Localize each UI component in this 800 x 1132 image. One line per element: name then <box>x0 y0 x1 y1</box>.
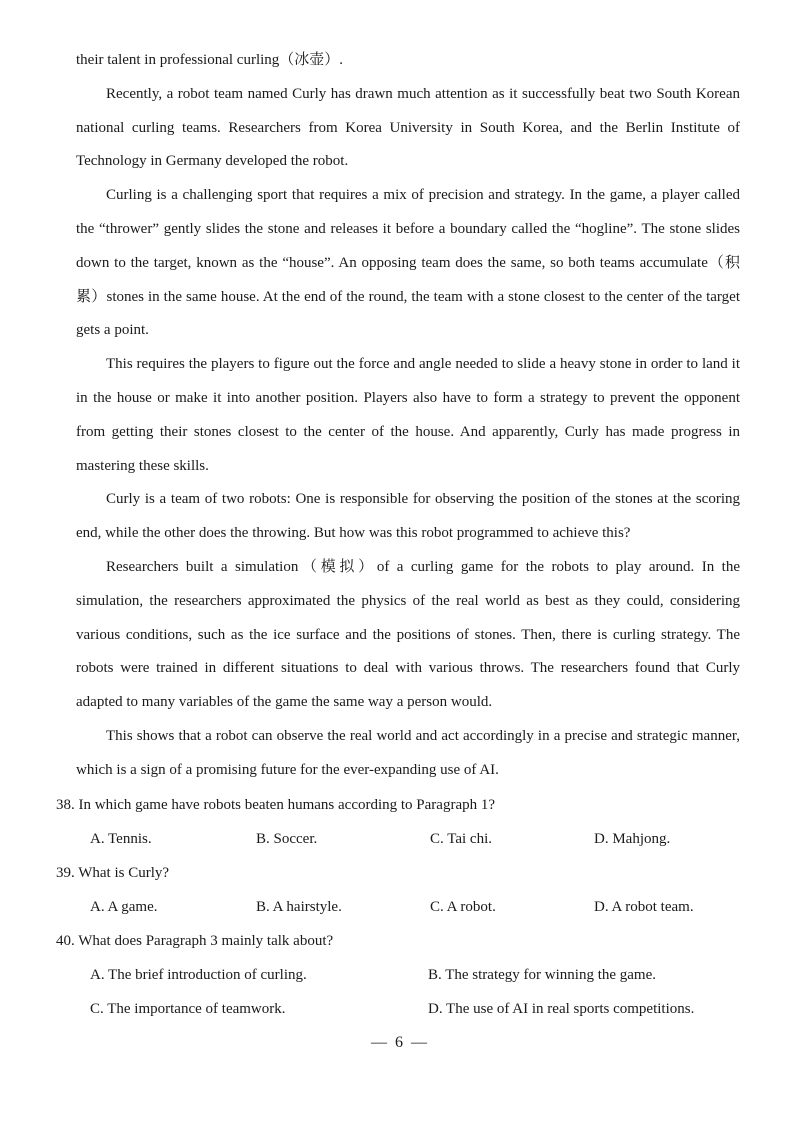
reading-passage <box>76 44 740 788</box>
option-b: B. The strategy for winning the game. <box>428 966 657 983</box>
option-c: C. Tai chi. <box>430 830 492 847</box>
option-a: A. The brief introduction of curling. <box>90 966 307 983</box>
question-39 <box>56 856 740 924</box>
question-options <box>76 992 740 1026</box>
option-c: C. A robot. <box>430 898 496 915</box>
option-b: B. Soccer. <box>256 830 318 847</box>
question-stem: 39. What is Curly? <box>56 864 170 881</box>
passage-paragraph-0: their talent in professional curling（冰壶）. <box>76 52 344 68</box>
option-d: D. A robot team. <box>594 898 694 915</box>
question-40 <box>56 924 740 1026</box>
question-options <box>76 958 740 992</box>
option-b: B. A hairstyle. <box>256 898 342 915</box>
passage-paragraph-2: Curling is a challenging sport that requires a mix of precision and strategy. In the game, a player called the “thrower” gently slides the stone and releases it before a boundary called the “hogline”. The stone slides down to the target, known as the “house”. An opposing team does the same, so both teams accumulate（积累）stones in the same house. At the end of the round, the team with a stone closest to the center of the target gets a point. <box>76 187 740 339</box>
option-a: A. A game. <box>90 898 158 915</box>
passage-paragraph-4: Curly is a team of two robots: One is responsible for observing the position of the stones at the scoring end, while the other does the throwing. But how was this robot programmed to achieve this? <box>76 491 740 542</box>
question-stem: 38. In which game have robots beaten humans according to Paragraph 1? <box>56 796 496 813</box>
option-d: D. The use of AI in real sports competitions. <box>428 1000 695 1017</box>
passage-paragraph-3: This requires the players to figure out the force and angle needed to slide a heavy stone in order to land it in the house or make it into another position. Players also have to form a strategy to prevent the opponent from getting their stones closest to the center of the house. And apparently, Curly has made progress in mastering these skills. <box>76 356 740 474</box>
option-a: A. Tennis. <box>90 830 152 847</box>
question-stem: 40. What does Paragraph 3 mainly talk about? <box>56 932 334 949</box>
question-list <box>56 788 740 1026</box>
question-options <box>76 822 740 856</box>
option-d: D. Mahjong. <box>594 830 671 847</box>
question-options <box>76 890 740 924</box>
option-c: C. The importance of teamwork. <box>90 1000 286 1017</box>
exam-page <box>56 44 740 1026</box>
passage-paragraph-5: Researchers built a simulation（模拟）of a curling game for the robots to play around. In the simulation, the researchers approximated the physics of the real world as best as they could, considering various conditions, such as the ice surface and the positions of stones. Then, there is curling strategy. The robots were trained in different situations to deal with various throws. The researchers found that Curly adapted to many variables of the game the same way a person would. <box>76 558 740 711</box>
page-number: — 6 — <box>371 1034 429 1051</box>
passage-paragraph-6: This shows that a robot can observe the real world and act accordingly in a precise and strategic manner, which is a sign of a promising future for the ever-expanding use of AI. <box>76 727 740 778</box>
passage-paragraph-1: Recently, a robot team named Curly has drawn much attention as it successfully beat two South Korean national curling teams. Researchers from Korea University in South Korea, and the Berlin Institute of Technology in Germany developed the robot. <box>76 85 740 170</box>
question-38 <box>56 788 740 856</box>
